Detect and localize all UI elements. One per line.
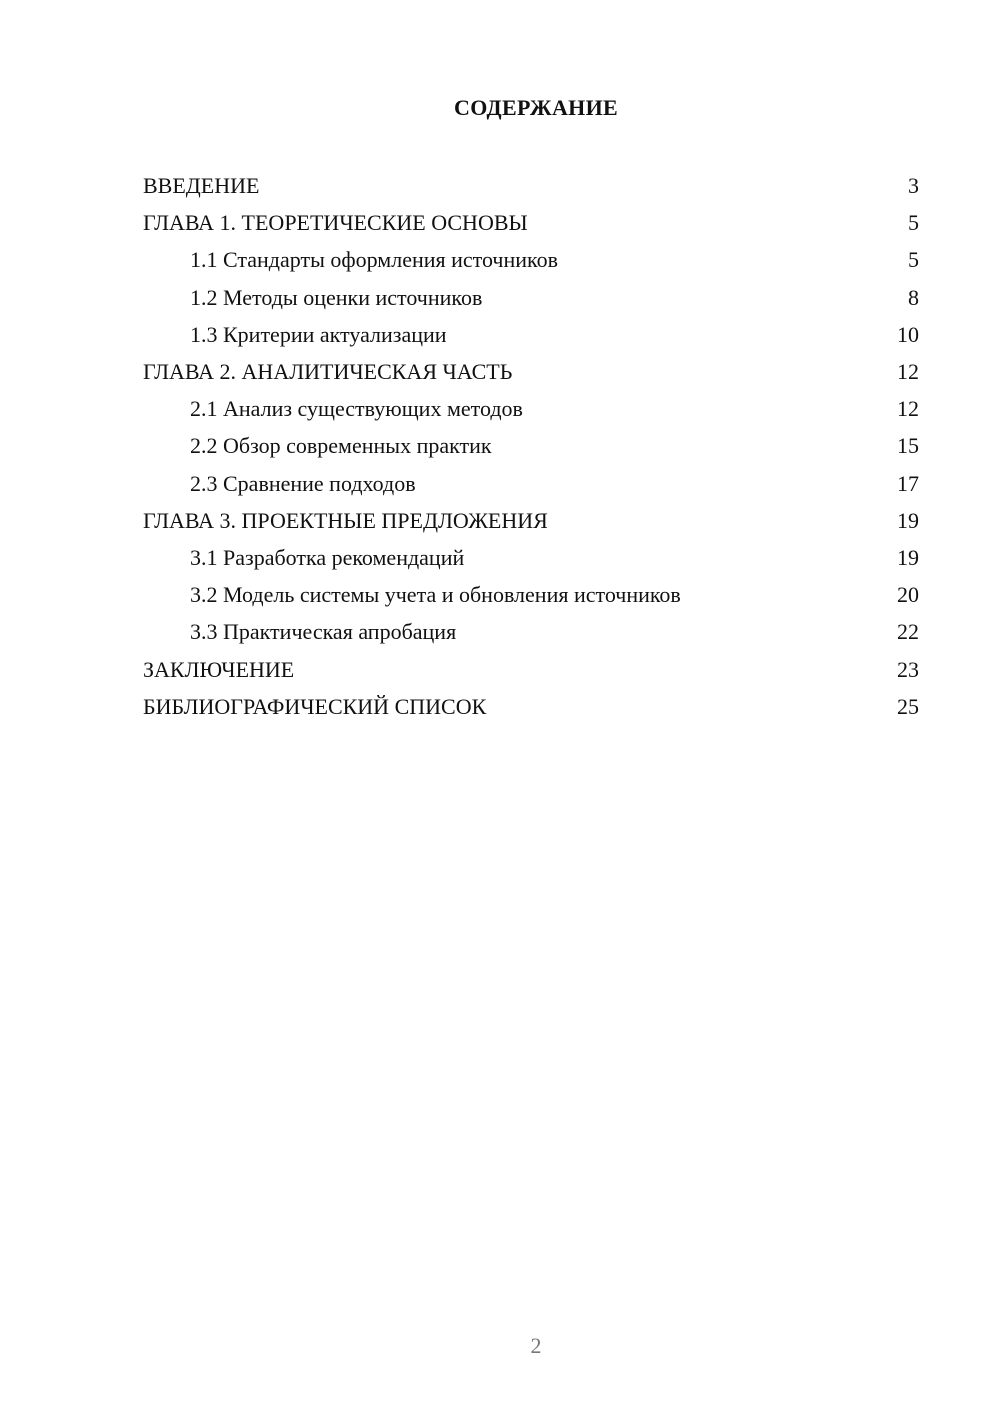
toc-entry bbox=[143, 502, 919, 539]
toc-subentry bbox=[143, 279, 919, 316]
toc-subentry-page: 20 bbox=[897, 582, 919, 608]
toc-entry-label: ГЛАВА 2. АНАЛИТИЧЕСКАЯ ЧАСТЬ bbox=[143, 359, 513, 385]
toc-entry-label: ГЛАВА 1. ТЕОРЕТИЧЕСКИЕ ОСНОВЫ bbox=[143, 210, 528, 236]
toc-subentry-label: 3.1 Разработка рекомендаций bbox=[190, 544, 465, 570]
toc-subentry-page: 12 bbox=[897, 396, 919, 422]
toc-entry bbox=[143, 353, 919, 390]
toc-subentry bbox=[143, 427, 919, 464]
toc-entry bbox=[143, 650, 919, 687]
toc-entry-label: ЗАКЛЮЧЕНИЕ bbox=[143, 656, 295, 682]
toc-entry bbox=[143, 167, 919, 204]
toc-entry-page: 19 bbox=[897, 507, 919, 533]
toc-entry-label: ГЛАВА 3. ПРОЕКТНЫЕ ПРЕДЛОЖЕНИЯ bbox=[143, 507, 548, 533]
toc-subentry bbox=[143, 539, 919, 576]
toc-subentry-label: 2.1 Анализ существующих методов bbox=[190, 396, 523, 422]
toc-entry-label: ВВЕДЕНИЕ bbox=[143, 173, 260, 199]
toc-subentry bbox=[143, 613, 919, 650]
toc-subentry-label: 1.1 Стандарты оформления источников bbox=[190, 247, 558, 273]
toc-subentry bbox=[143, 241, 919, 278]
toc-entry-page: 5 bbox=[908, 210, 919, 236]
toc-subentry-page: 19 bbox=[897, 544, 919, 570]
table-of-contents bbox=[143, 167, 919, 725]
toc-subentry-label: 1.3 Критерии актуализации bbox=[190, 321, 447, 347]
toc-entry-page: 12 bbox=[897, 359, 919, 385]
toc-entry-page: 23 bbox=[897, 656, 919, 682]
toc-subentry-label: 3.3 Практическая апробация bbox=[190, 619, 457, 645]
toc-subentry bbox=[143, 465, 919, 502]
toc-subentry-label: 3.2 Модель системы учета и обновления источников bbox=[190, 582, 681, 608]
toc-subentry-page: 17 bbox=[897, 470, 919, 496]
toc-entry-page: 25 bbox=[897, 693, 919, 719]
page-number: 2 bbox=[530, 1333, 542, 1358]
toc-subentry-page: 5 bbox=[908, 247, 919, 273]
toc-entry-page: 3 bbox=[908, 173, 919, 199]
toc-subentry-label: 2.3 Сравнение подходов bbox=[190, 470, 416, 496]
toc-entry bbox=[143, 204, 919, 241]
toc-entry-label: БИБЛИОГРАФИЧЕСКИЙ СПИСОК bbox=[143, 693, 487, 719]
toc-subentry-label: 2.2 Обзор современных практик bbox=[190, 433, 492, 459]
toc-subentry bbox=[143, 390, 919, 427]
toc-subentry bbox=[143, 316, 919, 353]
toc-subentry-page: 8 bbox=[908, 284, 919, 310]
toc-entry bbox=[143, 688, 919, 725]
toc-subentry-page: 15 bbox=[897, 433, 919, 459]
toc-subentry bbox=[143, 576, 919, 613]
toc-subentry-page: 22 bbox=[897, 619, 919, 645]
toc-title: СОДЕРЖАНИЕ bbox=[454, 95, 618, 120]
toc-subentry-page: 10 bbox=[897, 321, 919, 347]
toc-subentry-label: 1.2 Методы оценки источников bbox=[190, 284, 483, 310]
